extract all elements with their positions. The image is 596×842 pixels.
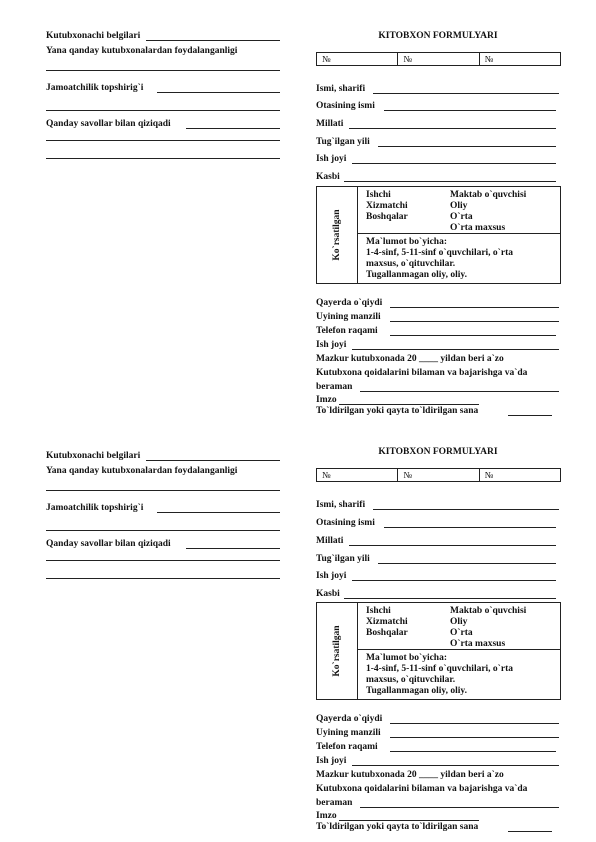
librarian-marks-label: Kutubxonachi belgilari [46, 451, 141, 461]
home-address-label: Uyining manzili [316, 312, 381, 322]
note-line: maxsus, o`qituvchilar. [366, 675, 456, 685]
interests-line-2[interactable] [46, 560, 280, 561]
father-name-label: Otasining ismi [316, 518, 375, 528]
workplace-2-label: Ish joyi [316, 340, 347, 350]
option-worker[interactable]: Ishchi [366, 606, 391, 616]
number-cell[interactable]: № [317, 469, 398, 481]
education-note [358, 650, 560, 699]
father-name-label: Otasining ismi [316, 101, 375, 111]
category-options [358, 187, 560, 234]
home-address-line[interactable] [390, 737, 559, 738]
filled-date-label: To`ldirilgan yoki qayta to`ldirilgan sana [316, 406, 479, 416]
option-employee[interactable]: Xizmatchi [366, 201, 408, 211]
rules-text: Kutubxona qoidalarini bilaman va bajarishga va`da [316, 368, 528, 378]
signature-label: Imzo [316, 395, 337, 405]
birth-year-line[interactable] [378, 146, 556, 147]
filled-date-label: To`ldirilgan yoki qayta to`ldirilgan sana [316, 822, 479, 832]
option-secondary-special[interactable]: O`rta maxsus [450, 223, 506, 233]
librarian-marks-label: Kutubxonachi belgilari [46, 31, 141, 41]
interests-line-3[interactable] [46, 158, 280, 159]
phone-label: Telefon raqami [316, 742, 378, 752]
workplace-2-line[interactable] [352, 349, 559, 350]
interests-line-2[interactable] [46, 140, 280, 141]
note-line: Tugallanmagan oliy, oliy. [366, 270, 468, 280]
note-line: Ma`lumot bo`yicha: [366, 237, 448, 247]
other-libraries-label: Yana qanday kutubxonalardan foydalanganligi [46, 466, 238, 476]
public-assignment-line-2[interactable] [46, 530, 280, 531]
workplace-line[interactable] [352, 580, 556, 581]
option-school-student[interactable]: Maktab o`quvchisi [450, 606, 527, 616]
option-employee[interactable]: Xizmatchi [366, 617, 408, 627]
public-assignment-line-2[interactable] [46, 110, 280, 111]
number-table [316, 468, 561, 482]
option-higher[interactable]: Oliy [450, 617, 468, 627]
number-cell[interactable]: № [317, 53, 398, 65]
number-table [316, 52, 561, 66]
interests-line-3[interactable] [46, 578, 280, 579]
number-cell[interactable]: № [398, 469, 479, 481]
birth-year-label: Tug`ilgan yili [316, 554, 370, 564]
interests-line[interactable] [186, 128, 280, 129]
public-assignment-line[interactable] [157, 92, 280, 93]
option-higher[interactable]: Oliy [450, 201, 468, 211]
profession-label: Kasbi [316, 589, 340, 599]
public-assignment-label: Jamoatchilik topshirig`i [46, 83, 144, 93]
home-address-line[interactable] [390, 321, 559, 322]
category-vertical-header: Ko`rsatilgan [317, 187, 358, 283]
rules-text: Kutubxona qoidalarini bilaman va bajarishga va`da [316, 784, 528, 794]
signature-label: Imzo [316, 811, 337, 821]
name-line[interactable] [373, 509, 559, 510]
study-place-line[interactable] [390, 723, 559, 724]
note-line: 1-4-sinf, 5-11-sinf o`quvchilari, o`rta [366, 248, 513, 258]
profession-line[interactable] [344, 598, 556, 599]
option-others[interactable]: Boshqalar [366, 212, 408, 222]
father-name-line[interactable] [384, 110, 556, 111]
study-place-label: Qayerda o`qiydi [316, 714, 383, 724]
option-secondary[interactable]: O`rta [450, 628, 473, 638]
filled-date-line[interactable] [508, 415, 552, 416]
birth-year-label: Tug`ilgan yili [316, 137, 370, 147]
name-label: Ismi, sharifi [316, 84, 366, 94]
category-vertical-header: Ko`rsatilgan [317, 603, 358, 699]
number-cell[interactable]: № [398, 53, 479, 65]
profession-label: Kasbi [316, 172, 340, 182]
public-assignment-line[interactable] [157, 512, 280, 513]
promise-line[interactable] [360, 391, 559, 392]
nationality-label: Millati [316, 119, 344, 129]
nationality-line[interactable] [349, 128, 556, 129]
home-address-label: Uyining manzili [316, 728, 381, 738]
phone-line[interactable] [390, 751, 556, 752]
number-cell[interactable]: № [484, 470, 494, 480]
reader-form-1 [0, 0, 596, 420]
promise-line[interactable] [360, 807, 559, 808]
category-box [316, 602, 561, 700]
option-others[interactable]: Boshqalar [366, 628, 408, 638]
workplace-2-line[interactable] [352, 765, 559, 766]
interests-label: Qanday savollar bilan qiziqadi [46, 119, 171, 129]
membership-text: Mazkur kutubxonada 20 ____ yildan beri a`zo [316, 770, 504, 780]
category-box [316, 186, 561, 284]
name-label: Ismi, sharifi [316, 500, 366, 510]
option-secondary[interactable]: O`rta [450, 212, 473, 222]
other-libraries-label: Yana qanday kutubxonalardan foydalanganligi [46, 46, 238, 56]
phone-line[interactable] [390, 335, 556, 336]
nationality-label: Millati [316, 536, 344, 546]
form-title: KITOBXON FORMULYARI [378, 447, 498, 457]
phone-label: Telefon raqami [316, 326, 378, 336]
membership-text: Mazkur kutubxonada 20 ____ yildan beri a`zo [316, 354, 504, 364]
note-line: Tugallanmagan oliy, oliy. [366, 686, 468, 696]
filled-date-line[interactable] [508, 831, 552, 832]
study-place-label: Qayerda o`qiydi [316, 298, 383, 308]
promise-label: beraman [316, 382, 353, 392]
nationality-line[interactable] [349, 545, 556, 546]
education-note [358, 234, 560, 283]
workplace-label: Ish joyi [316, 571, 347, 581]
form-title: KITOBXON FORMULYARI [378, 31, 498, 41]
librarian-marks-line[interactable] [146, 460, 280, 461]
option-secondary-special[interactable]: O`rta maxsus [450, 639, 506, 649]
promise-label: beraman [316, 798, 353, 808]
number-cell[interactable]: № [484, 54, 494, 64]
librarian-marks-line[interactable] [146, 40, 280, 41]
birth-year-line[interactable] [378, 563, 556, 564]
note-line: maxsus, o`qituvchilar. [366, 259, 456, 269]
father-name-line[interactable] [384, 527, 556, 528]
reader-form-2 [0, 418, 596, 838]
category-options [358, 603, 560, 650]
option-worker[interactable]: Ishchi [366, 190, 391, 200]
profession-line[interactable] [344, 181, 556, 182]
study-place-line[interactable] [390, 307, 559, 308]
other-libraries-line[interactable] [46, 490, 280, 491]
note-line: Ma`lumot bo`yicha: [366, 653, 448, 663]
interests-line[interactable] [186, 548, 280, 549]
workplace-line[interactable] [352, 163, 556, 164]
interests-label: Qanday savollar bilan qiziqadi [46, 539, 171, 549]
public-assignment-label: Jamoatchilik topshirig`i [46, 503, 144, 513]
note-line: 1-4-sinf, 5-11-sinf o`quvchilari, o`rta [366, 664, 513, 674]
name-line[interactable] [373, 93, 559, 94]
other-libraries-line[interactable] [46, 70, 280, 71]
workplace-label: Ish joyi [316, 154, 347, 164]
workplace-2-label: Ish joyi [316, 756, 347, 766]
option-school-student[interactable]: Maktab o`quvchisi [450, 190, 527, 200]
